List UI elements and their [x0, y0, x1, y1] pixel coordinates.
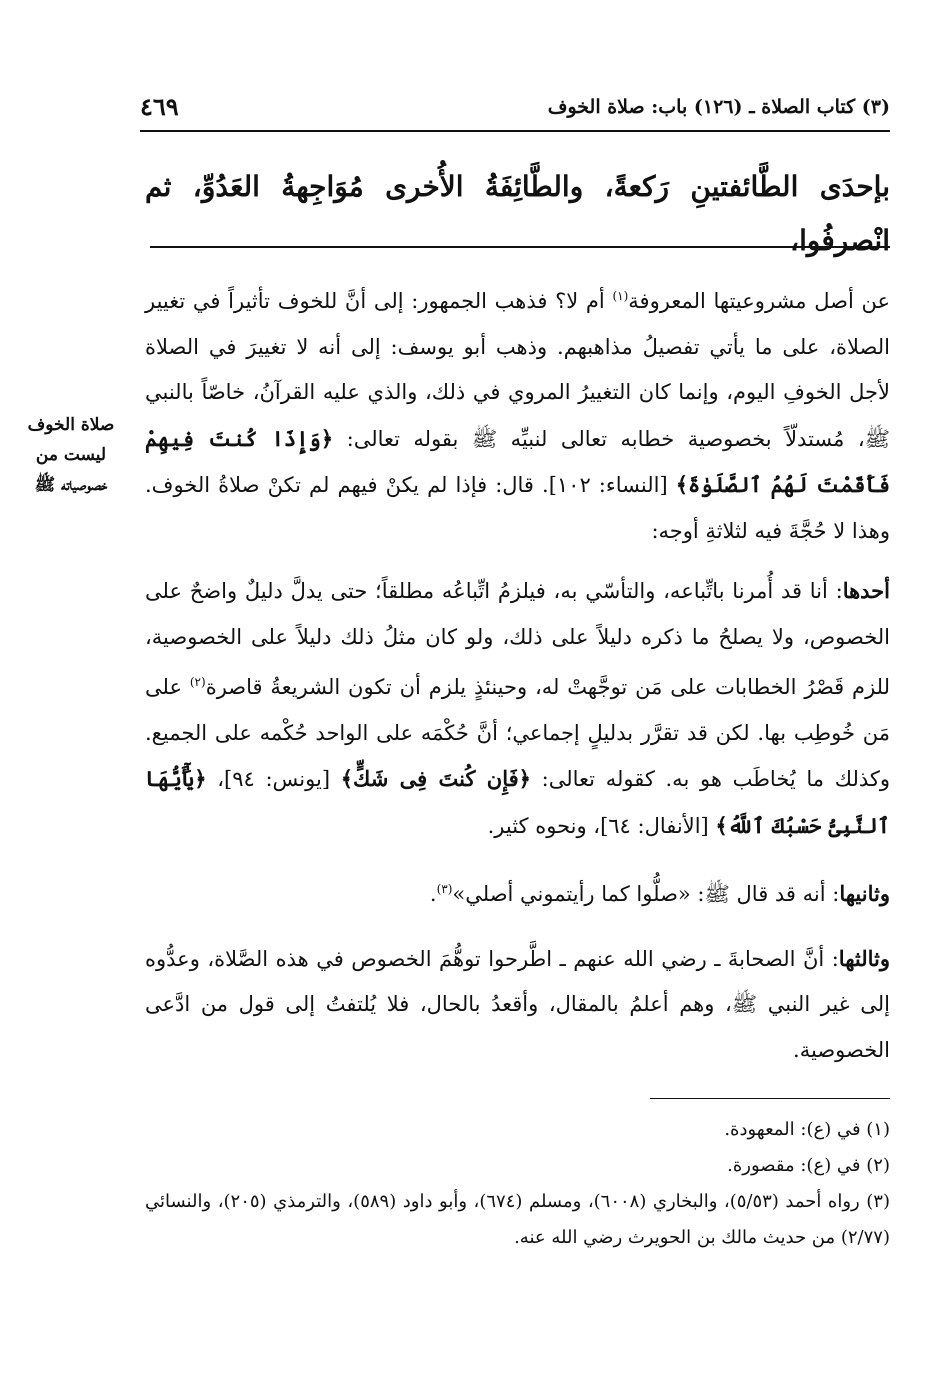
point-lead: وثالثها [838, 945, 890, 971]
commentary [145, 274, 890, 1087]
text-run: عن أصل مشروعيتها المعروفة [628, 289, 890, 313]
paragraph-4 [145, 936, 890, 1074]
paragraph-2 [145, 568, 890, 849]
text-run: [النساء: ١٠٢]. قال: فإذا لم يكنْ فيهم لم تكنْ صلاةُ الخوف. وهذا لا حُجَّةَ فيه لثلاثةِ أوجه: [145, 473, 890, 543]
text-run: [يونس: ٩٤]، [206, 767, 341, 791]
footnote-1: (١) في (ع): المعهودة. [724, 1119, 890, 1140]
running-title: (٣) كتاب الصلاة ـ (١٢٦) باب: صلاة الخوف [547, 96, 890, 118]
text-run: [الأنفال: ٦٤]، ونحوه كثير. [487, 813, 716, 838]
margin-note-line: خصوصياته ﷺ [34, 475, 108, 495]
text-run: . [429, 882, 437, 906]
margin-note-line: صلاة الخوف [27, 415, 115, 435]
point-lead: أحدها [842, 578, 890, 603]
hadith-text: بإحدَى الطَّائفتينِ رَكعةً، والطَّائِفَةُ الأُخرى مُوَاجِهةُ العَدُوِّ، ثم انْصرفُوا، [145, 170, 890, 257]
margin-note [4, 410, 138, 500]
footnote-ref-1: (١) [612, 289, 629, 303]
footnote-2: (٢) في (ع): مقصورة. [727, 1155, 890, 1176]
text-run: على مَن خُوطِب بها. لكن قد تقرَّر بدليلٍ إجماعي؛ أنَّ حُكْمَه على الواحد حُكْمه على الجميع. وكذلك ما يُخاطَب هو به. كقوله تعالى: [145, 675, 890, 791]
footnote-ref-2: (٢) [189, 675, 206, 689]
text-run: : أنا قد أُمرنا باتِّباعه، والتأسّي به، فيلزمُ اتِّباعُه مطلقاً؛ حتى يدلَّ دليلٌ واضحٌ على الخصوص، ولا يصلحُ ما ذكره دليلاً على ذلك، ولو كان مثلُ ذلك دليلاً على الخصوصية، للزم قَصْرُ الخطابات على مَن توجَّهتْ له، وحينئذٍ يلزم أن تكون الشريعةُ قاصرة [145, 579, 891, 699]
text-run: : أنَّ الصحابةَ ـ رضي الله عنهم ـ اطَّرحوا توهُّمَ الخصوص في هذه الصَّلاة، وعدُّوه إلى غير النبي ﷺ، وهم أعلمُ بالمقال، وأقعدُ بالحال، فلا يُلتفتُ إلى قول من ادَّعى الخصوصية. [145, 946, 890, 1062]
footnote-ref-3: (٣) [436, 882, 453, 896]
footnotes [145, 1112, 890, 1256]
margin-note-line: ليست من [35, 445, 107, 465]
text-run: : أنه قد قال ﷺ: «صلُّوا كما رأيتموني أصلي» [452, 882, 840, 906]
text-run: أم لا؟ فذهب الجمهور: إلى أنَّ للخوف تأثيراً في تغيير الصلاة، على ما يأتي تفصيلُ مذاهبهم. وذهب أبو يوسف: إلى أنه لا تغييرَ في الصلاة لأجل الخوفِ اليوم، وإنما كان التغييرُ المروي في ذلك، والذي عليه القرآنُ، خاصّاً بالنبي ﷺ، مُستدلّاً بخصوصية خطابه تعالى لنبيِّه ﷺ بقوله تعالى: [145, 289, 890, 451]
page-number: ٤٦٩ [140, 92, 179, 121]
page-header [140, 92, 890, 128]
text-commentary-separator [150, 246, 890, 248]
point-lead: وثانيها [839, 881, 890, 906]
paragraph-3 [145, 867, 890, 918]
quran-verse: ﴿يَٰٓأَيُّهَا ٱلنَّبِىُّ حَسْبُكَ ٱللَّهُ﴾ [145, 766, 890, 838]
quran-verse: ﴿فَإِن كُنتَ فِى شَكٍّ﴾ [340, 766, 531, 791]
header-rule [140, 130, 890, 132]
quran-verse: ﴿وَإِذَا كُنتَ فِيهِمْ فَأَقَمْتَ لَهُمُ ٱلصَّلَوٰةَ﴾ [145, 425, 891, 497]
footnote-rule [650, 1098, 890, 1099]
paragraph-1 [145, 274, 890, 554]
footnote-3: (٣) رواه أحمد (٥/٥٣)، والبخاري (٦٠٠٨)، ومسلم (٦٧٤)، وأبو داود (٥٨٩)، والترمذي (٢٠٥)، والنسائي (٢/٧٧) من حديث مالك بن الحويرث رضي الله عنه. [145, 1191, 890, 1248]
